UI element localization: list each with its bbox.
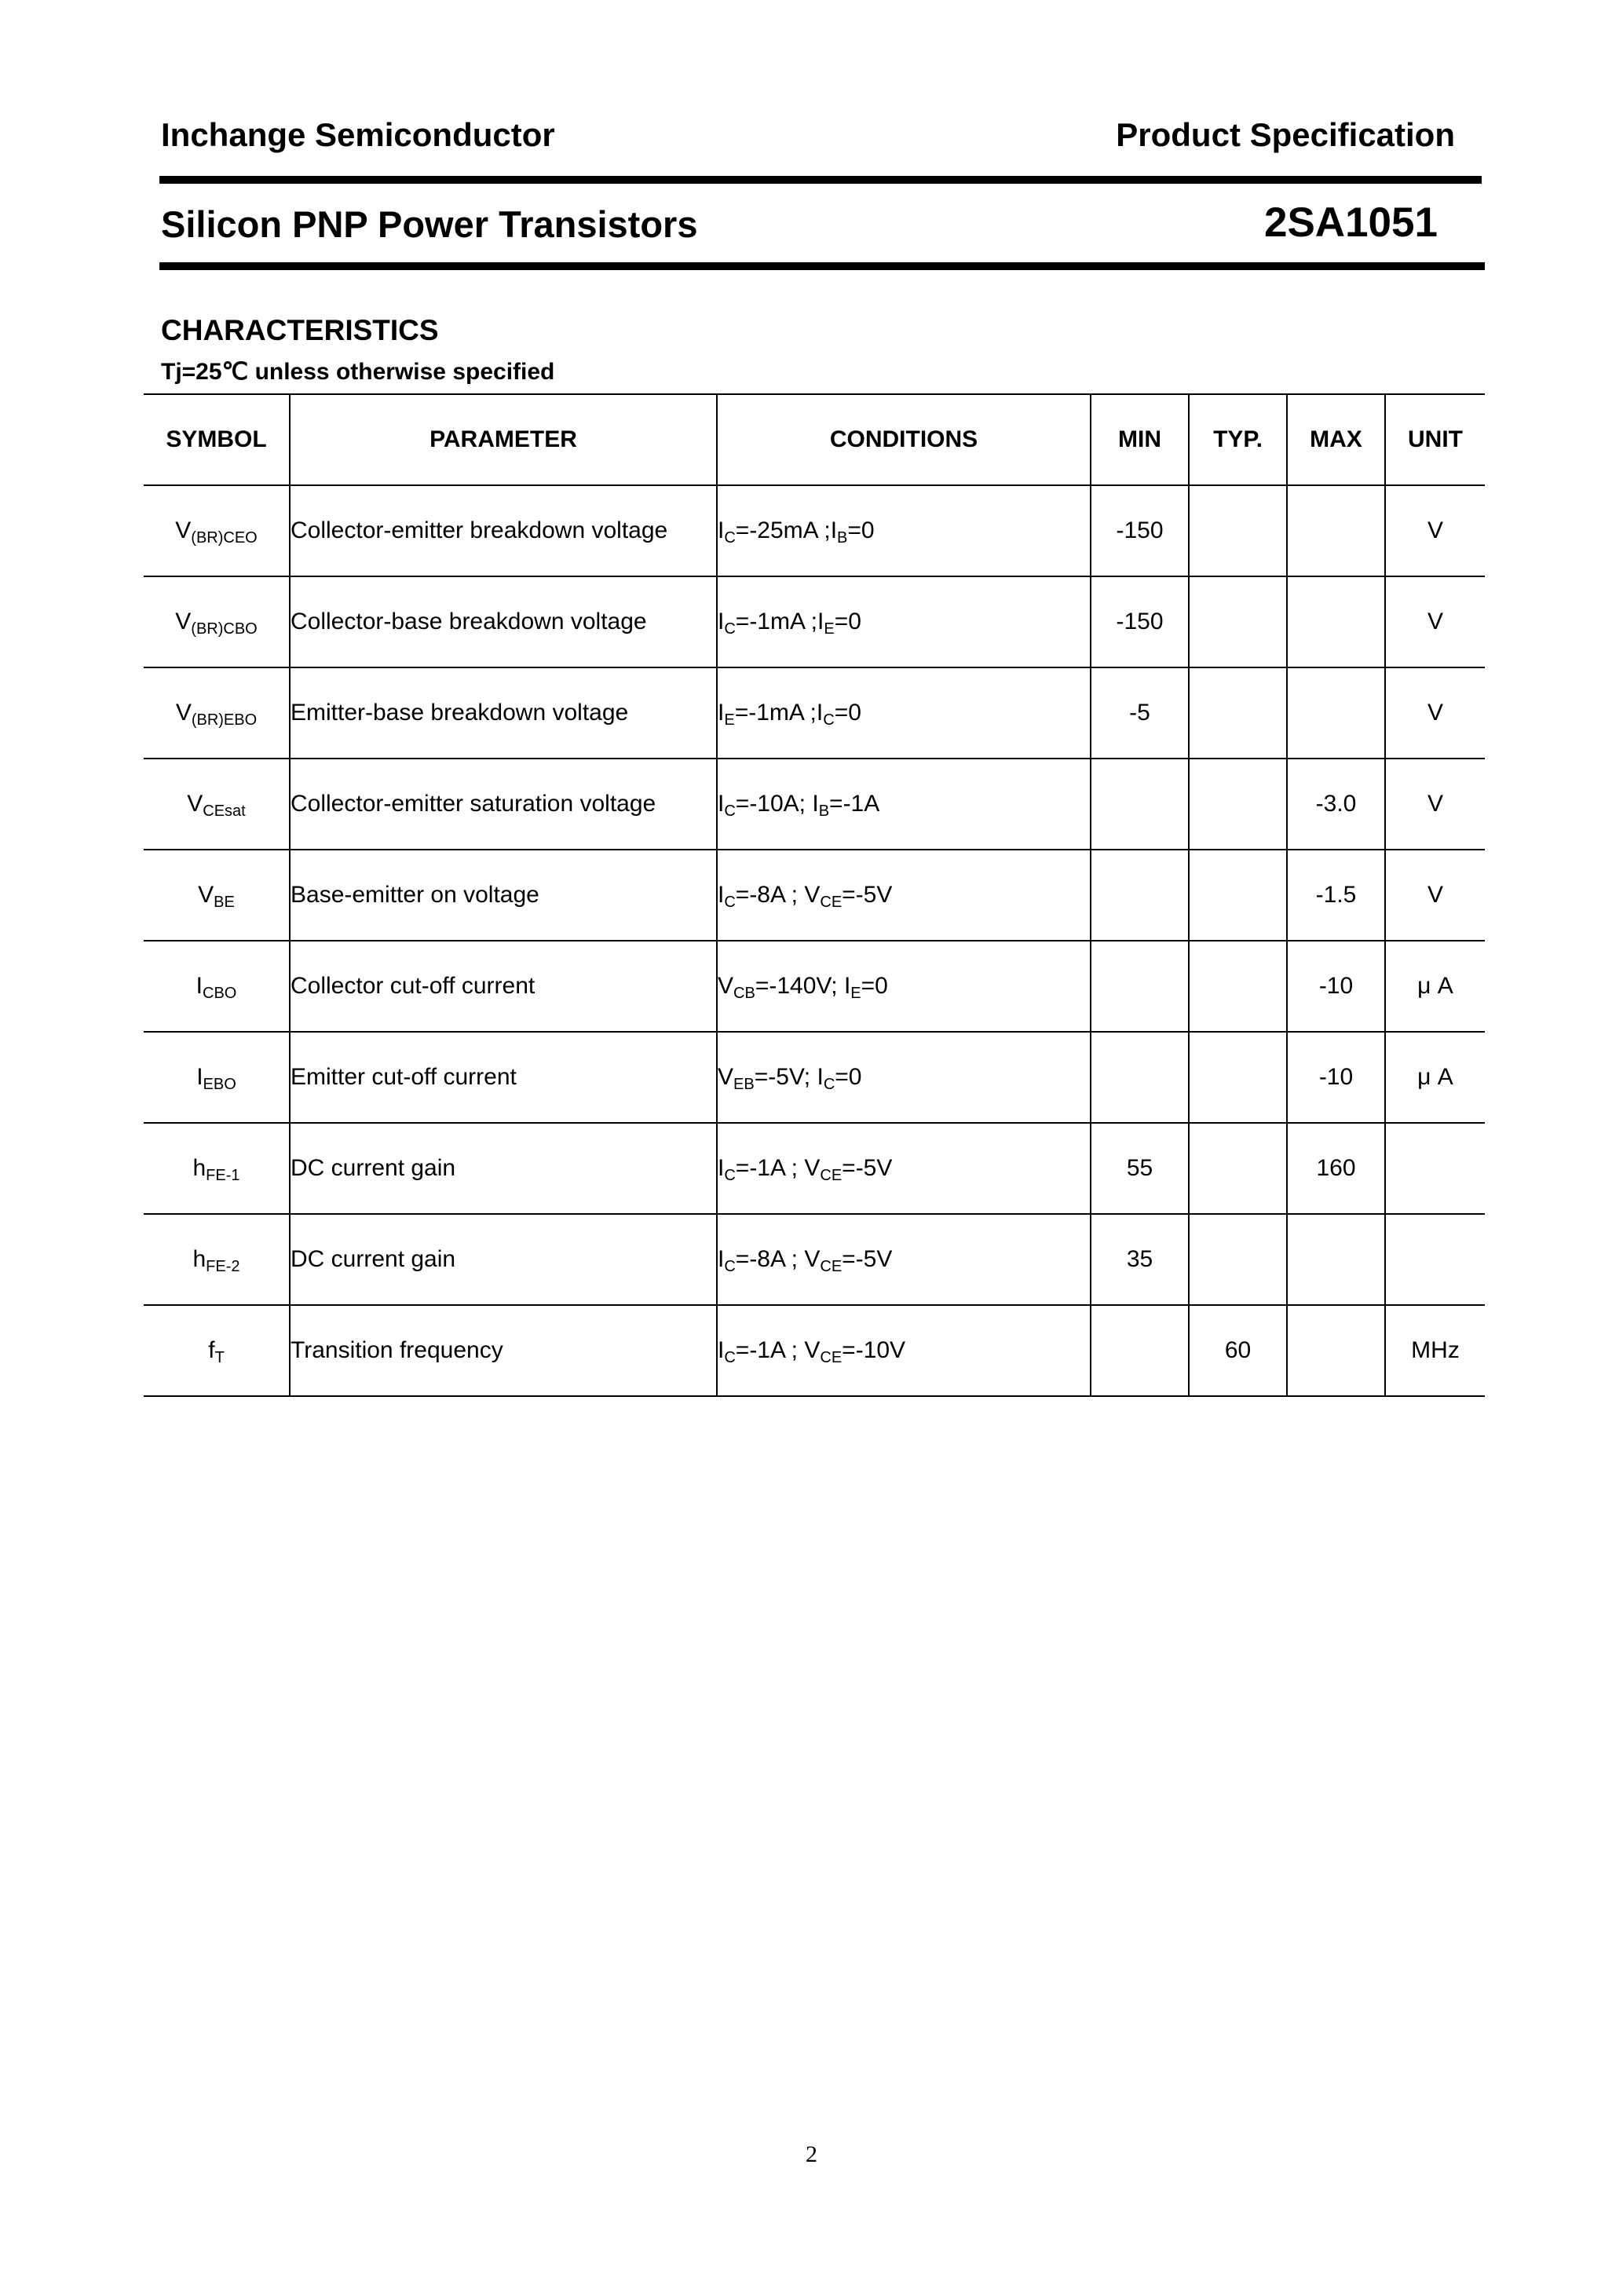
- cell-parameter: Collector-emitter breakdown voltage: [290, 485, 717, 576]
- cell-typ: [1189, 1032, 1287, 1123]
- table-row: [144, 667, 1485, 759]
- cell-unit: V: [1385, 485, 1485, 576]
- cell-typ: [1189, 1214, 1287, 1305]
- cell-max: -3.0: [1287, 759, 1385, 850]
- condition-text: =-1A ; V: [735, 1337, 821, 1363]
- symbol-subscript: T: [214, 1349, 225, 1366]
- cell-min: [1091, 1032, 1189, 1123]
- cell-max: [1287, 667, 1385, 759]
- col-header-min: MIN: [1091, 394, 1189, 485]
- symbol-letter: V: [175, 517, 192, 543]
- condition-text: =-5V: [842, 1155, 893, 1181]
- cell-symbol: [144, 850, 290, 941]
- characteristics-table: [144, 393, 1485, 1397]
- condition-subscript: C: [724, 1258, 736, 1275]
- table-row: [144, 850, 1485, 941]
- condition-subscript: CE: [820, 894, 843, 911]
- condition-text: I: [718, 1337, 725, 1363]
- cell-unit: V: [1385, 759, 1485, 850]
- header-rule-top: [159, 176, 1482, 184]
- cell-min: [1091, 759, 1189, 850]
- condition-subscript: EB: [733, 1076, 755, 1093]
- condition-text: =-5V: [842, 882, 893, 908]
- condition-subscript: E: [850, 985, 861, 1002]
- condition-subscript: E: [824, 620, 835, 638]
- cell-symbol: [144, 485, 290, 576]
- cell-typ: 60: [1189, 1305, 1287, 1396]
- cell-symbol: [144, 576, 290, 667]
- condition-text: I: [718, 791, 725, 817]
- condition-text: I: [718, 1155, 725, 1181]
- table-row: [144, 1123, 1485, 1214]
- cell-conditions: [717, 1214, 1091, 1305]
- cell-unit: V: [1385, 667, 1485, 759]
- table-row: [144, 1305, 1485, 1396]
- symbol-letter: I: [196, 973, 203, 999]
- symbol-subscript: (BR)CEO: [191, 529, 258, 547]
- cell-min: -150: [1091, 485, 1189, 576]
- section-subtitle: Tj=25℃ unless otherwise specified: [161, 359, 555, 385]
- cell-parameter: Transition frequency: [290, 1305, 717, 1396]
- cell-parameter: Collector-base breakdown voltage: [290, 576, 717, 667]
- symbol-letter: I: [196, 1064, 203, 1090]
- cell-parameter: Base-emitter on voltage: [290, 850, 717, 941]
- condition-subscript: C: [724, 803, 736, 820]
- condition-text: =-5V; I: [754, 1064, 824, 1090]
- cell-min: 55: [1091, 1123, 1189, 1214]
- cell-unit: [1385, 1123, 1485, 1214]
- cell-parameter: DC current gain: [290, 1123, 717, 1214]
- condition-text: =0: [834, 609, 861, 634]
- company-name: Inchange Semiconductor: [161, 116, 555, 153]
- cell-conditions: [717, 1123, 1091, 1214]
- condition-text: =0: [835, 1064, 862, 1090]
- cell-max: [1287, 1214, 1385, 1305]
- condition-text: =-1A ; V: [735, 1155, 821, 1181]
- symbol-subscript: BE: [214, 894, 235, 911]
- condition-subscript: CE: [820, 1349, 843, 1366]
- cell-typ: [1189, 759, 1287, 850]
- condition-subscript: C: [823, 711, 835, 729]
- table-row: [144, 1032, 1485, 1123]
- cell-unit: V: [1385, 576, 1485, 667]
- header-rule-bottom: [159, 262, 1485, 270]
- cell-symbol: [144, 1032, 290, 1123]
- condition-text: =-140V; I: [755, 973, 851, 999]
- condition-text: I: [718, 700, 725, 726]
- cell-min: [1091, 850, 1189, 941]
- condition-subscript: C: [823, 1076, 835, 1093]
- col-header-max: MAX: [1287, 394, 1385, 485]
- cell-conditions: [717, 576, 1091, 667]
- cell-min: -150: [1091, 576, 1189, 667]
- symbol-subscript: CEsat: [203, 803, 246, 820]
- section-title: CHARACTERISTICS: [161, 314, 439, 346]
- condition-text: =-5V: [842, 1246, 893, 1272]
- cell-min: [1091, 1305, 1189, 1396]
- cell-conditions: [717, 850, 1091, 941]
- col-header-unit: UNIT: [1385, 394, 1485, 485]
- cell-typ: [1189, 485, 1287, 576]
- document-type: Product Specification: [1116, 116, 1455, 153]
- cell-symbol: [144, 1305, 290, 1396]
- part-number: 2SA1051: [1263, 199, 1438, 246]
- cell-min: [1091, 941, 1189, 1032]
- condition-text: =-8A ; V: [735, 882, 821, 908]
- cell-symbol: [144, 1214, 290, 1305]
- cell-typ: [1189, 1123, 1287, 1214]
- cell-parameter: Emitter cut-off current: [290, 1032, 717, 1123]
- condition-text: =-10V: [842, 1337, 906, 1363]
- condition-subscript: C: [724, 529, 736, 547]
- cell-symbol: [144, 941, 290, 1032]
- condition-subscript: CE: [820, 1167, 843, 1184]
- condition-text: I: [718, 1246, 725, 1272]
- cell-conditions: [717, 759, 1091, 850]
- cell-conditions: [717, 1032, 1091, 1123]
- cell-max: [1287, 485, 1385, 576]
- symbol-subscript: FE-2: [206, 1258, 240, 1275]
- symbol-letter: V: [198, 882, 214, 908]
- cell-conditions: [717, 941, 1091, 1032]
- condition-subscript: C: [724, 1167, 736, 1184]
- cell-max: 160: [1287, 1123, 1385, 1214]
- page-number: 2: [806, 2141, 817, 2167]
- cell-symbol: [144, 667, 290, 759]
- condition-subscript: C: [724, 894, 736, 911]
- symbol-letter: h: [192, 1155, 207, 1181]
- symbol-letter: V: [187, 791, 203, 817]
- cell-unit: [1385, 1214, 1485, 1305]
- symbol-subscript: EBO: [203, 1076, 236, 1093]
- condition-text: =-1mA ;I: [734, 700, 824, 726]
- symbol-letter: f: [208, 1337, 215, 1363]
- cell-max: -1.5: [1287, 850, 1385, 941]
- table-header-row: [144, 394, 1485, 485]
- symbol-letter: h: [192, 1246, 207, 1272]
- cell-min: -5: [1091, 667, 1189, 759]
- table-row: [144, 759, 1485, 850]
- symbol-letter: V: [175, 700, 192, 726]
- cell-symbol: [144, 1123, 290, 1214]
- cell-conditions: [717, 485, 1091, 576]
- table-row: [144, 941, 1485, 1032]
- symbol-subscript: CBO: [203, 985, 237, 1002]
- col-header-symbol: SYMBOL: [144, 394, 290, 485]
- product-line: Silicon PNP Power Transistors: [161, 203, 698, 245]
- cell-parameter: Emitter-base breakdown voltage: [290, 667, 717, 759]
- cell-min: 35: [1091, 1214, 1189, 1305]
- cell-conditions: [717, 1305, 1091, 1396]
- cell-max: [1287, 576, 1385, 667]
- cell-unit: μ A: [1385, 1032, 1485, 1123]
- cell-conditions: [717, 667, 1091, 759]
- cell-parameter: Collector cut-off current: [290, 941, 717, 1032]
- cell-unit: μ A: [1385, 941, 1485, 1032]
- condition-text: =0: [861, 973, 888, 999]
- table-row: [144, 576, 1485, 667]
- condition-text: =-1mA ;I: [735, 609, 824, 634]
- condition-subscript: B: [818, 803, 830, 820]
- col-header-parameter: PARAMETER: [290, 394, 717, 485]
- condition-subscript: B: [837, 529, 848, 547]
- cell-typ: [1189, 667, 1287, 759]
- cell-max: -10: [1287, 1032, 1385, 1123]
- condition-subscript: C: [724, 620, 736, 638]
- cell-max: [1287, 1305, 1385, 1396]
- condition-text: I: [718, 517, 725, 543]
- cell-typ: [1189, 850, 1287, 941]
- cell-max: -10: [1287, 941, 1385, 1032]
- cell-symbol: [144, 759, 290, 850]
- table-row: [144, 1214, 1485, 1305]
- symbol-subscript: FE-1: [206, 1167, 240, 1184]
- condition-subscript: CE: [820, 1258, 843, 1275]
- col-header-conditions: CONDITIONS: [717, 394, 1091, 485]
- cell-typ: [1189, 576, 1287, 667]
- cell-unit: MHz: [1385, 1305, 1485, 1396]
- symbol-subscript: (BR)CBO: [191, 620, 258, 638]
- cell-typ: [1189, 941, 1287, 1032]
- condition-text: =-25mA ;I: [735, 517, 838, 543]
- condition-text: =-8A ; V: [735, 1246, 821, 1272]
- condition-text: =0: [847, 517, 875, 543]
- table-row: [144, 485, 1485, 576]
- condition-text: V: [718, 1064, 734, 1090]
- symbol-subscript: (BR)EBO: [191, 711, 258, 729]
- condition-text: =-10A; I: [735, 791, 819, 817]
- condition-subscript: CB: [733, 985, 755, 1002]
- cell-parameter: DC current gain: [290, 1214, 717, 1305]
- condition-subscript: E: [724, 711, 735, 729]
- col-header-typ: TYP.: [1189, 394, 1287, 485]
- cell-parameter: Collector-emitter saturation voltage: [290, 759, 717, 850]
- cell-unit: V: [1385, 850, 1485, 941]
- condition-text: I: [718, 882, 725, 908]
- condition-text: =-1A: [829, 791, 880, 817]
- condition-text: =0: [834, 700, 861, 726]
- symbol-letter: V: [175, 609, 192, 634]
- condition-subscript: C: [724, 1349, 736, 1366]
- condition-text: V: [718, 973, 734, 999]
- condition-text: I: [718, 609, 725, 634]
